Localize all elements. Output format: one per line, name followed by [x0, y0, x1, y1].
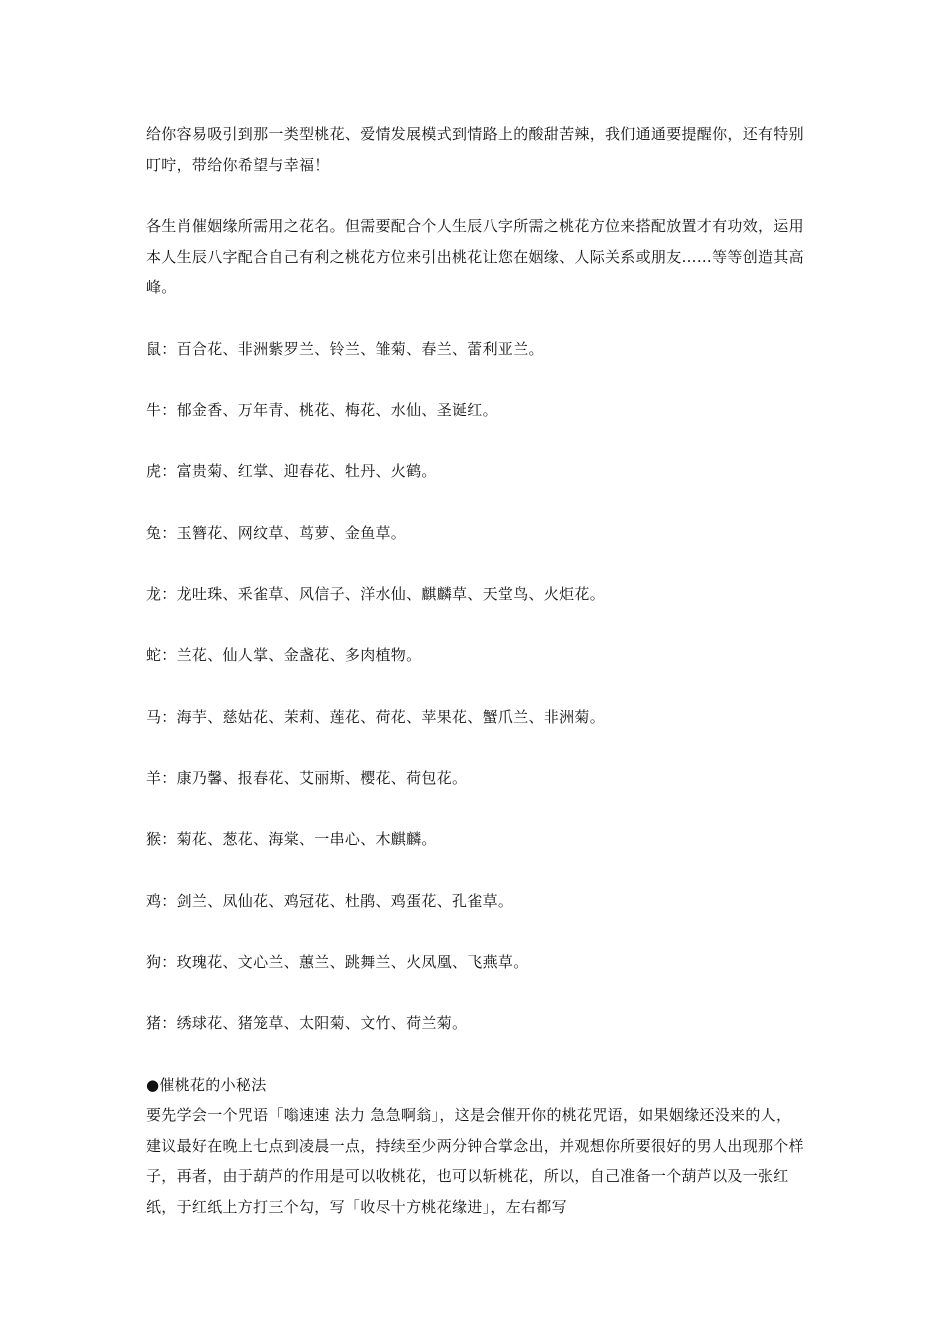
- zodiac-flower-line-rat: 鼠：百合花、非洲紫罗兰、铃兰、雏菊、春兰、蕾利亚兰。: [146, 340, 544, 358]
- zodiac-flower-line-monkey: 猴：菊花、葱花、海棠、一串心、木麒麟。: [146, 830, 437, 848]
- flowers-intro-paragraph: 各生肖催姻缘所需用之花名。但需要配合个人生辰八字所需之桃花方位来搭配放置才有功效，运用本人生辰八字配合自己有利之桃花方位来引出桃花让您在姻缘、人际关系或朋友……等等创造其高峰。: [146, 217, 804, 296]
- zodiac-flower-line-goat: 羊：康乃馨、报春花、艾丽斯、樱花、荷包花。: [146, 769, 468, 787]
- zodiac-flower-line-rabbit: 兔：玉簪花、网纹草、茑萝、金鱼草。: [146, 524, 407, 542]
- zodiac-flower-line-pig: 猪：绣球花、猪笼草、太阳菊、文竹、荷兰菊。: [146, 1014, 468, 1032]
- zodiac-flower-line-snake: 蛇：兰花、仙人掌、金盏花、多肉植物。: [146, 646, 422, 664]
- zodiac-flower-line-tiger: 虎：富贵菊、红掌、迎春花、牡丹、火鹤。: [146, 462, 437, 480]
- zodiac-flower-line-ox: 牛：郁金香、万年青、桃花、梅花、水仙、圣诞红。: [146, 401, 498, 419]
- secret-heading: ●催桃花的小秘法: [146, 1076, 267, 1094]
- zodiac-flower-line-dog: 狗：玫瑰花、文心兰、蕙兰、跳舞兰、火凤凰、飞燕草。: [146, 953, 529, 971]
- secret-paragraph: 要先学会一个咒语「嗡速速 法力 急急啊翁」，这是会催开你的桃花咒语，如果姻缘还没来的人，建议最好在晚上七点到凌晨一点，持续至少两分钟合掌念出，并观想你所要很好的男人出现那个样子，再者，由于葫芦的作用是可以收桃花，也可以斩桃花，所以，自己准备一个葫芦以及一张红纸，于红纸上方打三个勾，写「收尽十方桃花缘进」，左右都写: [146, 1106, 804, 1216]
- zodiac-flower-line-dragon: 龙：龙吐珠、釆雀草、风信子、洋水仙、麒麟草、天堂鸟、火炬花。: [146, 585, 606, 603]
- intro-paragraph: 给你容易吸引到那一类型桃花、爱情发展模式到情路上的酸甜苦辣，我们通通要提醒你，还有特别叮咛，带给你希望与幸福！: [146, 125, 804, 174]
- zodiac-flower-line-rooster: 鸡：剑兰、凤仙花、鸡冠花、杜鹃、鸡蛋花、孔雀草。: [146, 892, 514, 910]
- zodiac-flower-line-horse: 马：海芋、慈姑花、茉莉、莲花、荷花、苹果花、蟹爪兰、非洲菊。: [146, 708, 606, 726]
